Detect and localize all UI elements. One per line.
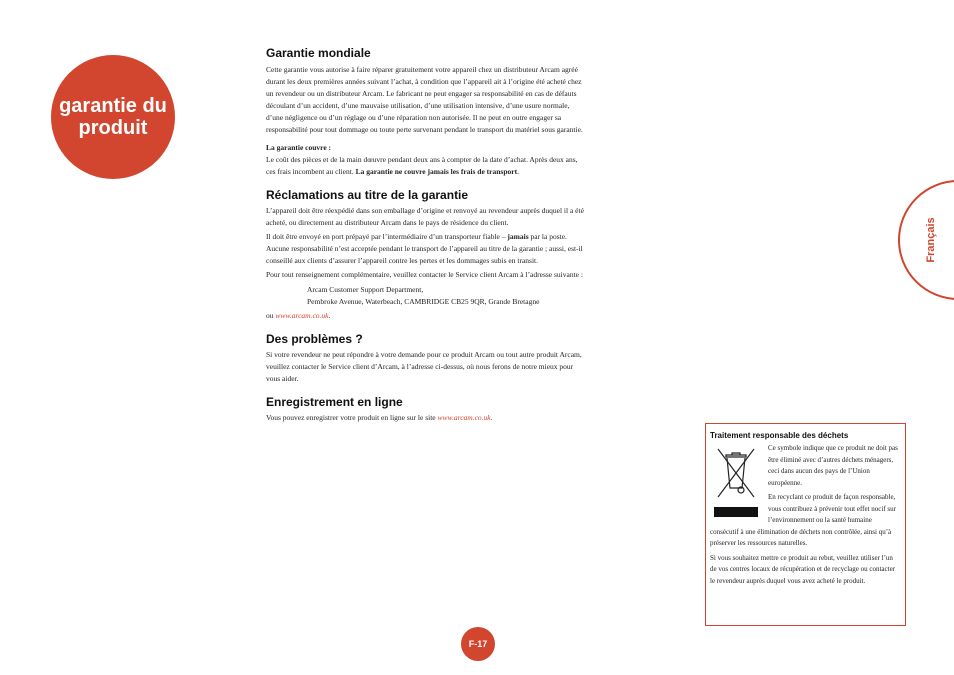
- claims-p1: L’appareil doit être réexpédié dans son emballage d’origine et renvoyé au revendeur auprès duquel il a été acheté, ou directement au distributeur Arcam dans le pays de résidence du client.: [266, 206, 584, 227]
- title-circle: [51, 55, 175, 179]
- address-line1: Arcam Customer Support Department,: [307, 285, 424, 294]
- claims-p3: Pour tout renseignement complémentaire, veuillez contacter le Service client Arcam à l’adresse suivante :: [266, 270, 583, 279]
- claims-dot: .: [328, 311, 331, 320]
- or-label: ou: [266, 311, 274, 320]
- heading-warranty-claims: Réclamations au titre de la garantie: [266, 188, 469, 202]
- claims-p2-start: Il doit être envoyé en port prépayé par l’intermédiaire d’un transporteur fiable –: [266, 232, 506, 241]
- weee-p3: Si vous souhaitez mettre ce produit au rebut, veuillez utiliser l’un de vos centres locaux de récupération et de recyclage ou contacter le revendeur auprès duquel vous avez acheté le produit.: [710, 553, 896, 585]
- covers-label: La garantie couvre :: [266, 143, 332, 152]
- weee-box: [705, 423, 906, 626]
- registration-website-link[interactable]: www.arcam.co.uk: [437, 413, 491, 422]
- address-line2: Pembroke Avenue, Waterbeach, CAMBRIDGE CB25 9QR, Grande Bretagne: [307, 297, 540, 306]
- page-number: F-17: [461, 627, 495, 661]
- crossed-out-wheelie-bin-icon: [712, 443, 760, 521]
- claims-p2-end: par la poste. Aucune responsabilité n’est acceptée pendant le transport de l’appareil au titre de la garantie ; aussi, est-il conseillé aux clients d’assurer l’appareil contre les pertes et les dommages subis en transit.: [266, 232, 583, 265]
- registration-dot: .: [490, 413, 493, 422]
- heading-problems: Des problèmes ?: [266, 332, 363, 346]
- covers-end: .: [517, 167, 519, 176]
- registration-text: Vous pouvez enregistrer votre produit en ligne sur le site: [266, 413, 436, 422]
- registration-body: [266, 412, 588, 424]
- language-tab-label: Français: [925, 217, 937, 263]
- claims-p2: [266, 231, 588, 267]
- covers-paragraph: [266, 154, 588, 178]
- claims-website-line: [266, 310, 588, 322]
- weee-p2: En recyclant ce produit de façon responsable, vous contribuez à prévenir tout effet nocif sur l’environnement ou la santé humaine consécutif à une élimination de déchets non contrôlée, ainsi qu’à préserver les ressources naturelles.: [710, 493, 896, 547]
- heading-worldwide-warranty: Garantie mondiale: [266, 46, 371, 60]
- heading-online-registration: Enregistrement en ligne: [266, 395, 403, 409]
- main-content: [266, 46, 588, 424]
- worldwide-body: Cette garantie vous autorise à faire réparer gratuitement votre appareil chez un distributeur Arcam agréé durant les deux premières années suivant l’achat, à condition que l’appareil ait à l’origine été acheté chez un revendeur ou un distributeur Arcam. Le fabricant ne peut engager sa responsabilité en cas de défauts découlant d’un accident, d’une mauvaise utilisation, d’une utilisation intensive, d’une usure normale, d’une négligence ou d’un réglage ou d’une réparation non autorisée. Il ne peut en outre engager sa responsabilité pour tout dommage ou toute perte survenant pendant le transport du matériel sous garantie.: [266, 65, 583, 134]
- page-title-line1: garantie du: [59, 95, 167, 117]
- page-title: [59, 95, 167, 139]
- weee-p1: Ce symbole indique que ce produit ne doit pas être éliminé avec d’autres déchets ménagers, ceci dans aucun des pays de l’Union européenne.: [768, 444, 898, 487]
- problems-body: Si votre revendeur ne peut répondre à votre demande pour ce produit Arcam ou tout autre produit Arcam, veuillez contacter le Service client d’Arcam, à l’adresse ci-dessus, où nous ferons de notre mieux pour vous aider.: [266, 350, 582, 383]
- website-link[interactable]: www.arcam.co.uk: [275, 311, 329, 320]
- covers-bold: La garantie ne couvre jamais les frais de transport: [355, 167, 518, 176]
- covers-text: Le coût des pièces et de la main dœuvre pendant deux ans à compter de la date d’achat. Après deux ans, ces frais incombent au client.: [266, 155, 578, 176]
- claims-p2-bold: jamais: [507, 232, 529, 241]
- weee-title: Traitement responsable des déchets: [710, 431, 849, 440]
- page-title-line2: produit: [78, 117, 148, 139]
